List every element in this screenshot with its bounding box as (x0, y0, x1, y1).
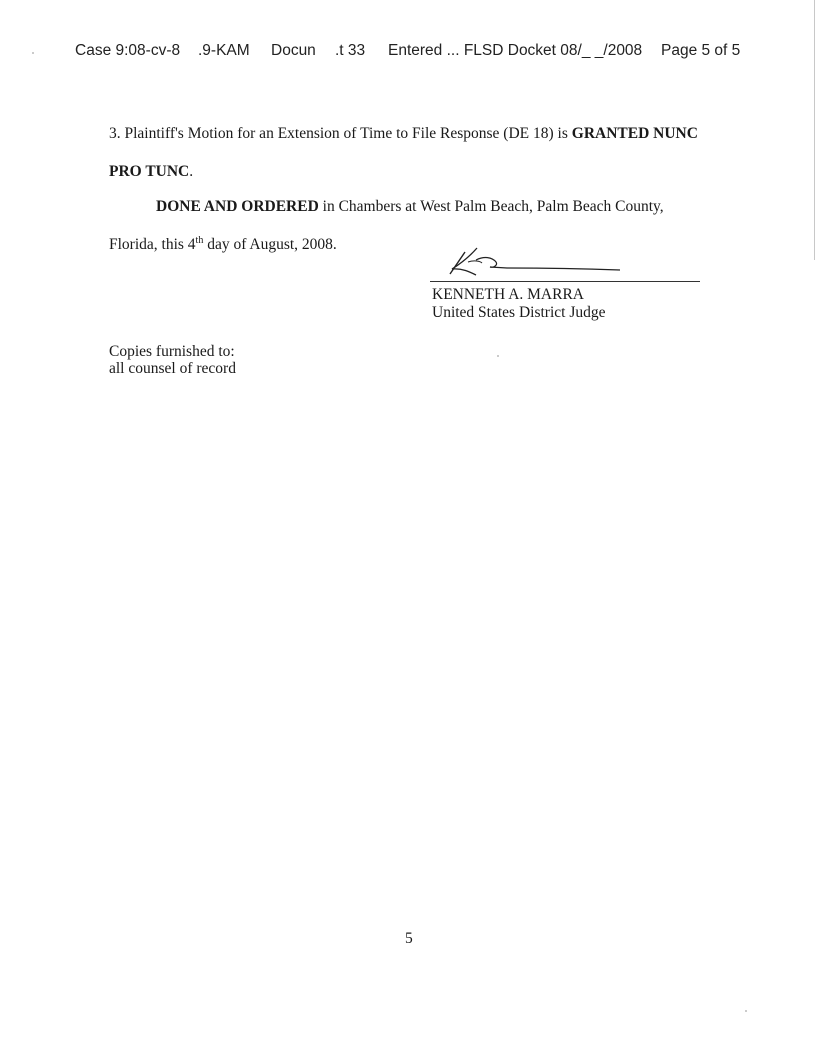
pro-tunc-line (109, 163, 193, 181)
date-prefix: Florida, this 4 (109, 236, 196, 253)
scan-speck (32, 52, 34, 54)
scan-speck (745, 1010, 747, 1012)
copies-furnished-label: Copies furnished to: (109, 343, 235, 360)
judge-name: KENNETH A. MARRA (432, 286, 584, 303)
date-line (109, 236, 337, 254)
done-ordered-paragraph (156, 198, 664, 216)
pro-tunc-period: . (189, 163, 194, 180)
judge-signature (432, 242, 632, 282)
page-number: 5 (405, 930, 413, 947)
header-document-number: .t 33 (335, 42, 366, 59)
header-document-label: Docun (271, 42, 316, 59)
motion-text: Plaintiff's Motion for an Extension of Time to File Response (DE 18) is (124, 125, 568, 142)
header-case-number: Case 9:08-cv-8 (75, 42, 181, 59)
header-entered-docket: Entered ... FLSD Docket 08/_ _/2008 (388, 42, 643, 59)
header-judge-code: .9-KAM (198, 42, 250, 59)
scan-edge-line (814, 0, 815, 260)
date-superscript: th (195, 234, 204, 246)
copies-recipients: all counsel of record (109, 360, 236, 377)
done-ordered-text: DONE AND ORDERED (156, 198, 319, 215)
scan-speck (497, 355, 499, 357)
judge-title: United States District Judge (432, 304, 606, 321)
motion-paragraph (109, 125, 698, 143)
docket-header (75, 42, 755, 62)
granted-text: GRANTED NUNC (571, 125, 698, 142)
signature-line (430, 281, 700, 282)
date-suffix: day of August, 2008. (207, 236, 337, 253)
header-page-count: Page 5 of 5 (661, 42, 741, 59)
chambers-text: in Chambers at West Palm Beach, Palm Beach County, (322, 198, 664, 215)
item-number: 3. (109, 125, 121, 142)
pro-tunc-text: PRO TUNC (109, 163, 190, 180)
